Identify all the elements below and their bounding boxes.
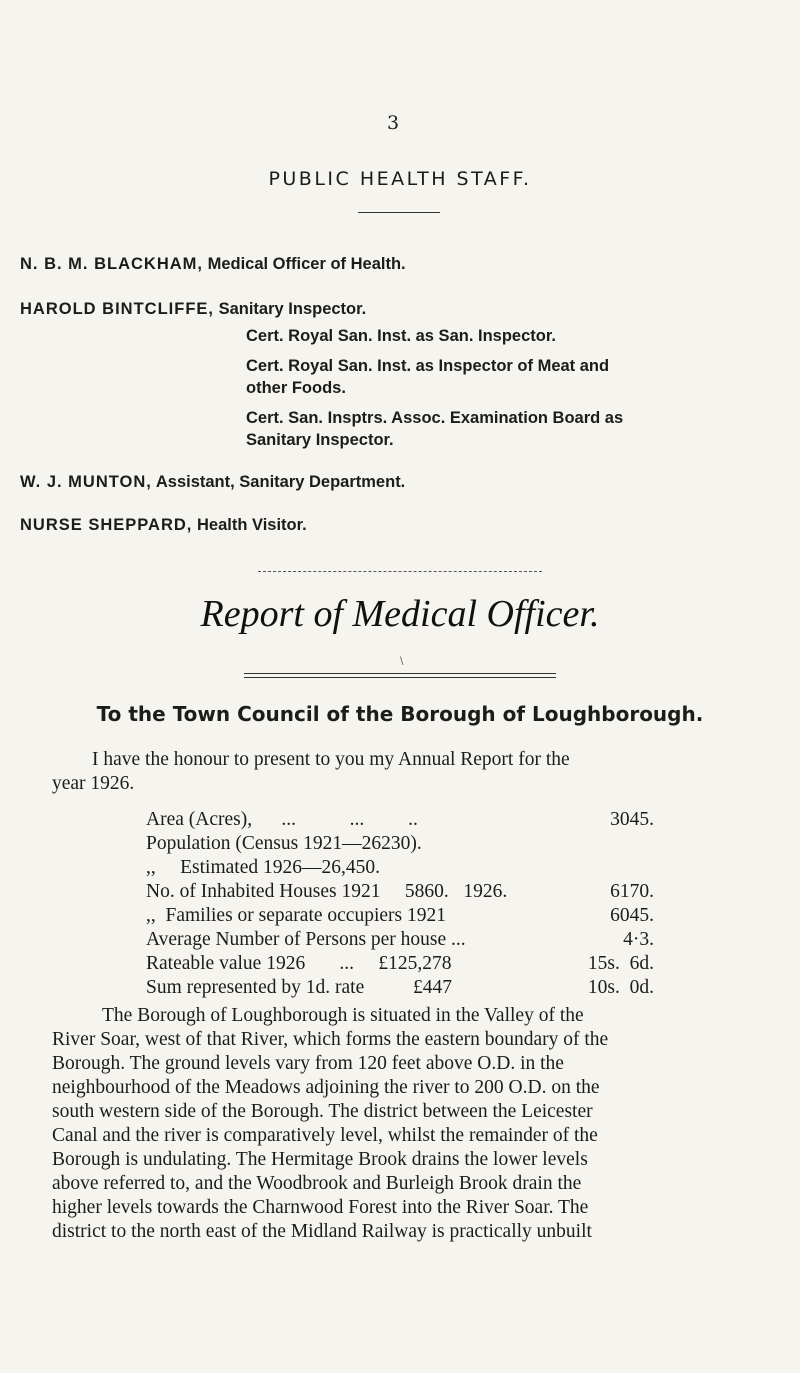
paragraph-line: higher levels towards the Charnwood Forest into the River Soar. The <box>52 1197 589 1218</box>
stat-label: ,, Families or separate occupiers 1921 <box>146 905 446 926</box>
report-title: Report of Medical Officer. <box>200 593 600 635</box>
stat-value: 10s. 0d. <box>587 977 654 998</box>
addressee: To the Town Council of the Borough of Loughborough. <box>96 702 704 726</box>
divider-double-bottom <box>244 677 556 678</box>
stat-row <box>146 976 654 1000</box>
staff-entry <box>20 471 405 494</box>
staff-name: NURSE SHEPPARD, <box>20 516 193 534</box>
stat-value: 15s. 6d. <box>587 953 654 974</box>
qualification: other Foods. <box>246 379 346 397</box>
stat-label: No. of Inhabited Houses 1921 5860. 1926. <box>146 881 508 902</box>
stat-label: Area (Acres), ... ... .. <box>146 809 418 830</box>
divider-dashed <box>258 571 542 572</box>
staff-role: Medical Officer of Health. <box>207 255 406 273</box>
staff-role: Sanitary Inspector. <box>218 300 367 318</box>
paragraph-line: district to the north east of the Midland Railway is practically unbuilt <box>52 1221 592 1242</box>
stray-mark: \ <box>400 656 404 667</box>
paragraph-line: Borough is undulating. The Hermitage Brook drains the lower levels <box>52 1149 588 1170</box>
stat-label: Average Number of Persons per house ... <box>146 929 466 950</box>
intro-line: year 1926. <box>52 773 135 794</box>
staff-role: Health Visitor. <box>196 516 307 534</box>
staff-entry <box>20 298 366 321</box>
qualification: Cert. Royal San. Inst. as Inspector of Meat and <box>246 357 610 375</box>
stat-row <box>146 808 654 832</box>
divider-double-top <box>244 673 556 674</box>
stat-row <box>146 880 654 904</box>
staff-name: W. J. MUNTON, <box>20 473 152 491</box>
qualification: Cert. Royal San. Inst. as San. Inspector. <box>246 327 556 345</box>
staff-role: Assistant, Sanitary Department. <box>155 473 406 491</box>
divider-short <box>358 212 440 213</box>
staff-name: N. B. M. BLACKHAM, <box>20 255 203 273</box>
paragraph-line: Canal and the river is comparatively level, whilst the remainder of the <box>52 1125 598 1146</box>
paragraph-line: above referred to, and the Woodbrook and Burleigh Brook drain the <box>52 1173 582 1194</box>
stat-label: Sum represented by 1d. rate £447 <box>146 977 452 998</box>
stat-label: Rateable value 1926 ... £125,278 <box>146 953 452 974</box>
description-paragraph <box>52 1004 698 1244</box>
stat-label: Population (Census 1921—26230). <box>146 833 422 854</box>
stat-row <box>146 928 654 952</box>
stat-value: 4·3. <box>623 929 654 950</box>
stat-value: 6045. <box>610 905 654 926</box>
qualification: Cert. San. Insptrs. Assoc. Examination Board as <box>246 409 624 427</box>
stat-row <box>146 904 654 928</box>
paragraph-line: south western side of the Borough. The district between the Leicester <box>52 1101 593 1122</box>
stat-row <box>146 952 654 976</box>
stat-value: 6170. <box>610 881 654 902</box>
staff-entry <box>20 253 406 276</box>
staff-name: HAROLD BINTCLIFFE, <box>20 300 214 318</box>
stat-row <box>146 832 654 856</box>
staff-entry <box>20 514 307 537</box>
page-number: 3 <box>386 112 400 134</box>
paragraph-line: River Soar, west of that River, which forms the eastern boundary of the <box>52 1029 609 1050</box>
stat-label: ,, Estimated 1926—26,450. <box>146 857 380 878</box>
section-title: PUBLIC HEALTH STAFF. <box>268 168 532 190</box>
paragraph-line: Borough. The ground levels vary from 120 feet above O.D. in the <box>52 1053 564 1074</box>
qualification: Sanitary Inspector. <box>246 431 394 449</box>
paragraph-line: The Borough of Loughborough is situated in the Valley of the <box>102 1005 584 1026</box>
stat-value: 3045. <box>610 809 654 830</box>
paragraph-line: neighbourhood of the Meadows adjoining the river to 200 O.D. on the <box>52 1077 600 1098</box>
intro-line: I have the honour to present to you my Annual Report for the <box>92 749 570 770</box>
stat-row <box>146 856 654 880</box>
